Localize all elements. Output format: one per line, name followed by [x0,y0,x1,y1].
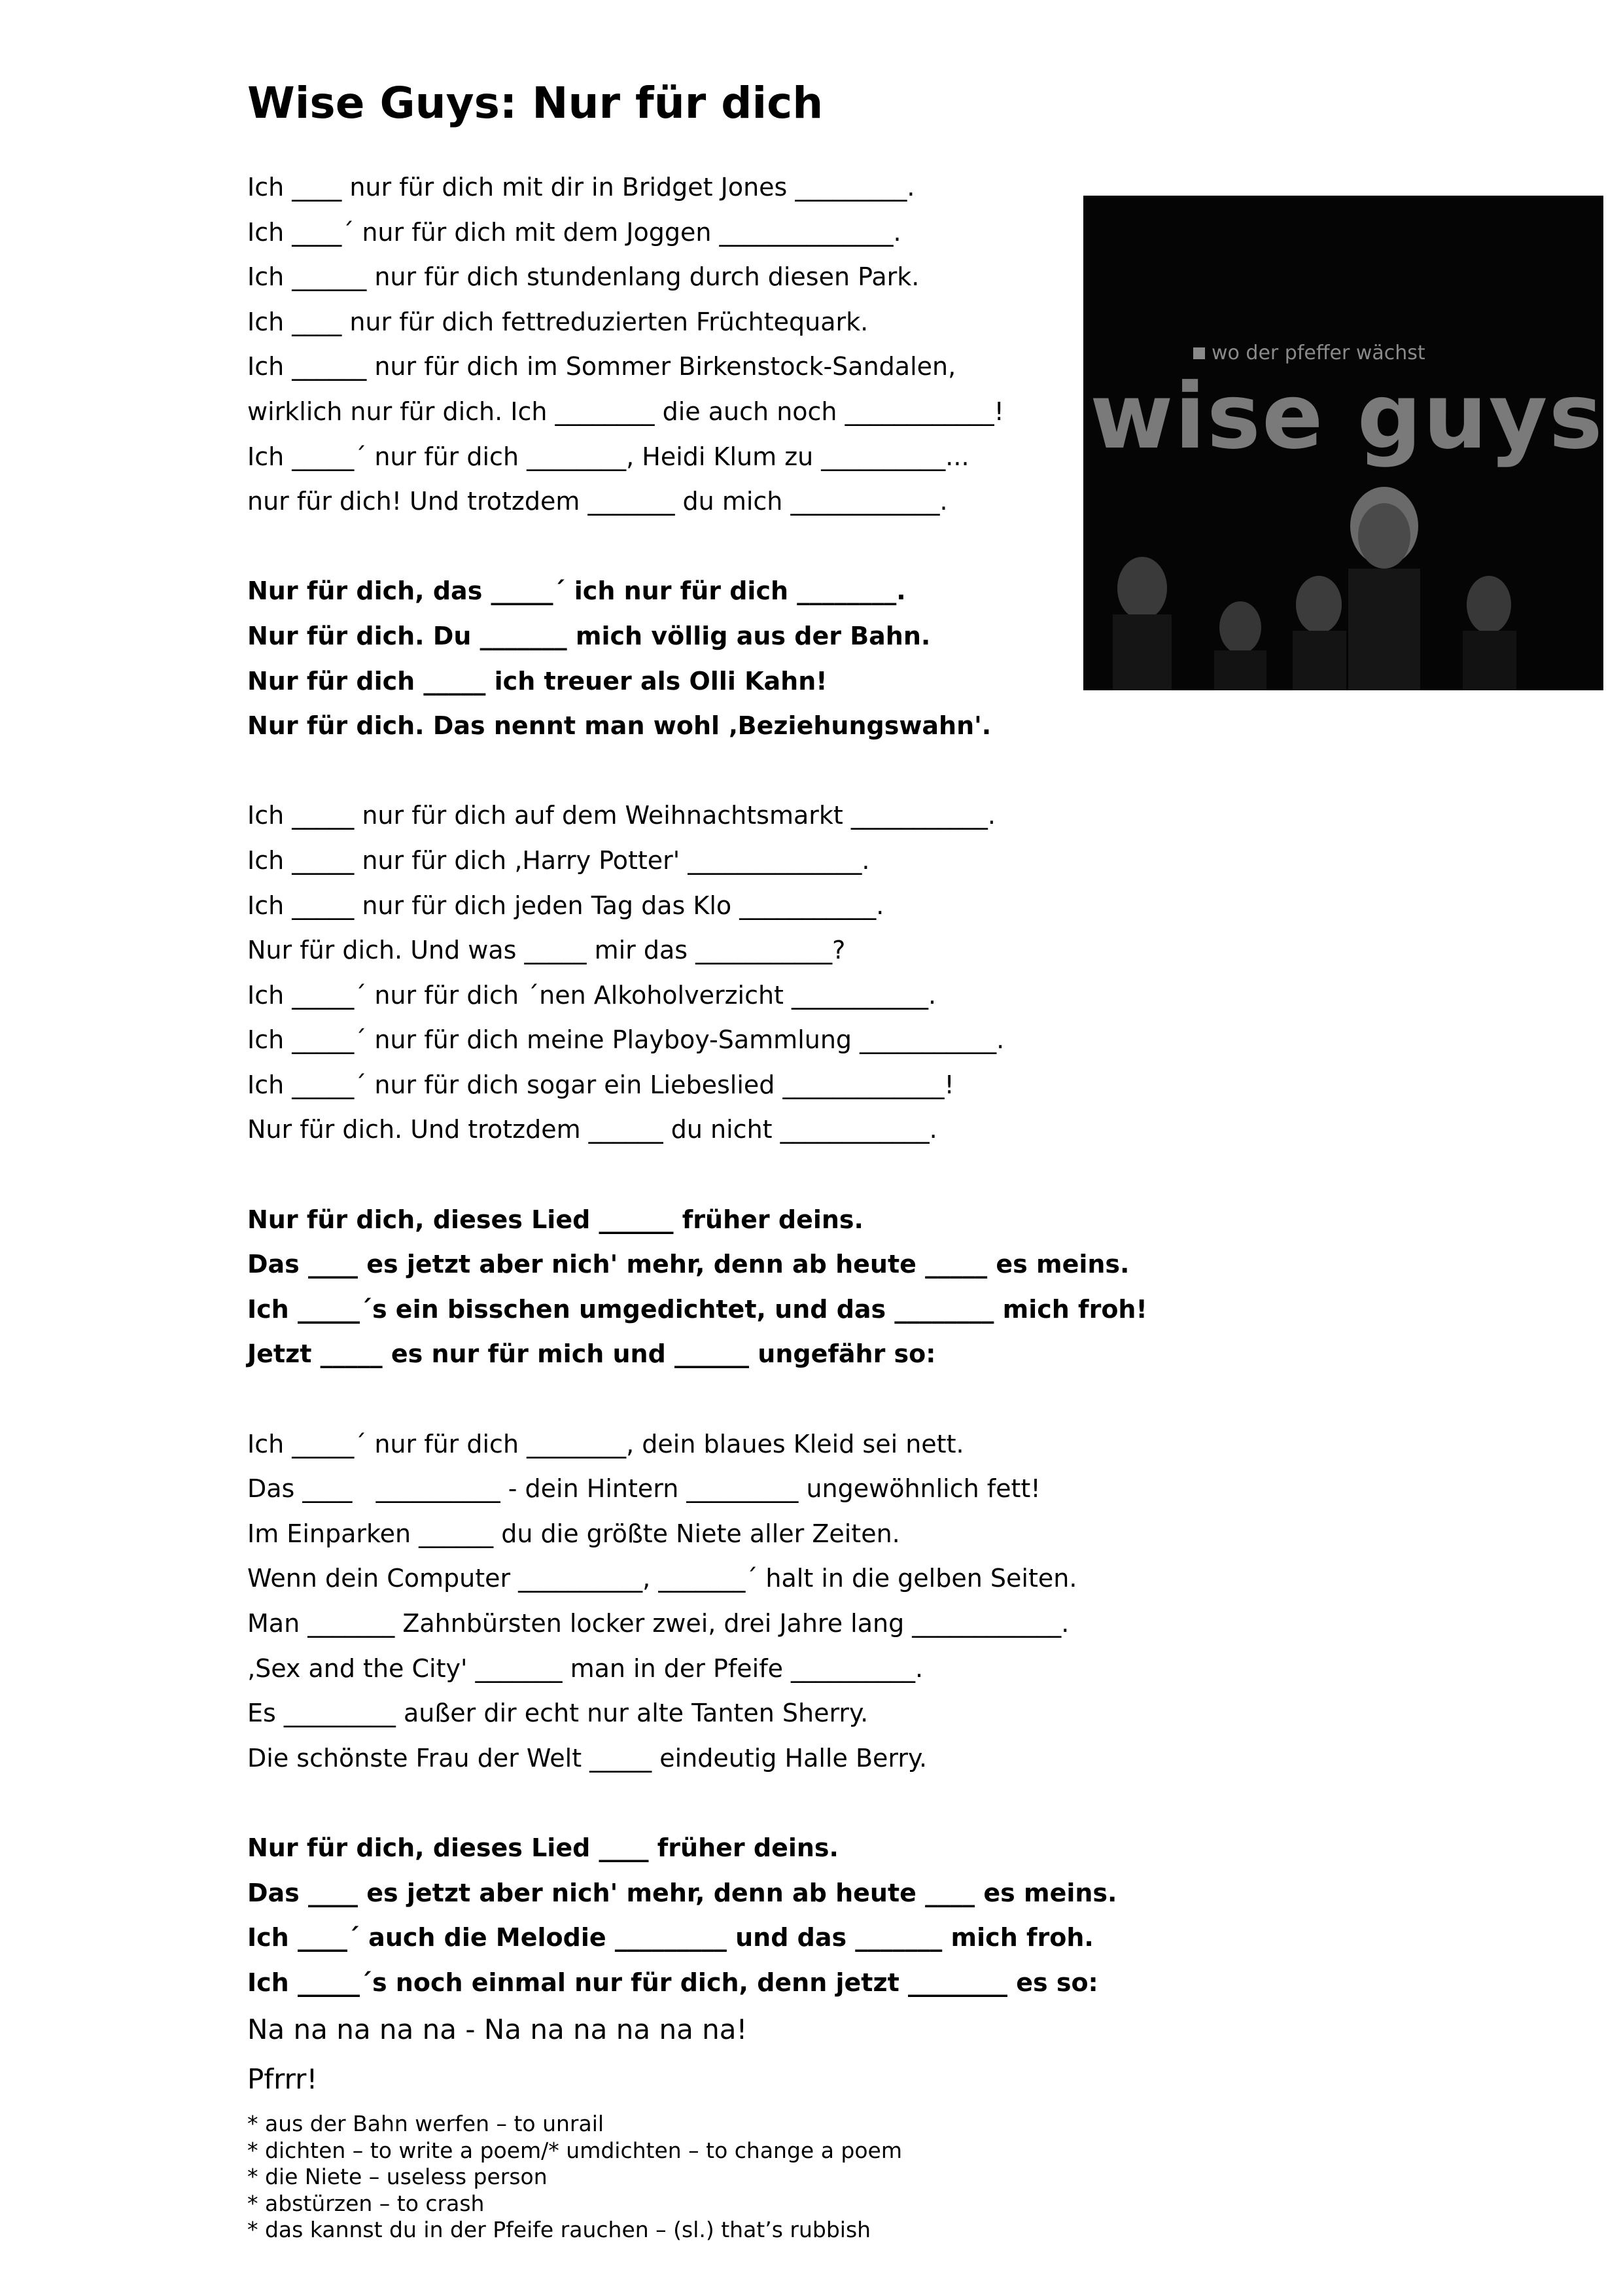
glossary-item: * aus der Bahn werfen – to unrail [247,2111,604,2136]
lyric-line: wirklich nur für dich. Ich ________ die auch noch ____________! [247,397,1004,426]
outro-line: Pfrrr! [247,2063,318,2096]
chorus-line: Ich ____´ auch die Melodie _________ und das _______ mich froh. [247,1923,1094,1952]
lyric-line: Ich _____´ nur für dich meine Playboy-Sammlung ___________. [247,1025,1005,1055]
lyric-line: Die schönste Frau der Welt _____ eindeutig Halle Berry. [247,1743,928,1773]
lyric-line: Ich _____´ nur für dich sogar ein Liebeslied _____________! [247,1070,954,1099]
lyric-line: Das ____ __________ - dein Hintern _________ ungewöhnlich fett! [247,1474,1041,1504]
lyric-line: Man _______ Zahnbürsten locker zwei, drei Jahre lang ____________. [247,1609,1070,1638]
glossary-item: * die Niete – useless person [247,2164,548,2189]
album-cover-art [1083,196,1603,690]
stanza-gap [247,749,1556,794]
lyric-line: Ich _____´ nur für dich ´nen Alkoholverzicht ___________. [247,980,937,1010]
lyric-line: Ich ____´ nur für dich mit dem Joggen ______________. [247,217,901,247]
lyric-line: Im Einparken ______ du die größte Niete aller Zeiten. [247,1519,900,1548]
chorus-line: Nur für dich. Das nennt man wohl ‚Beziehungswahn'. [247,711,992,741]
lyric-line: Ich ____ nur für dich fettreduzierten Früchtequark. [247,307,869,336]
chorus-line: Nur für dich. Du _______ mich völlig aus der Bahn. [247,621,931,650]
lyric-line: Ich ______ nur für dich im Sommer Birkenstock-Sandalen, [247,352,956,381]
chorus-line: Nur für dich, dieses Lied ______ früher deins. [247,1205,864,1234]
lyric-line: Ich ____ nur für dich mit dir in Bridget Jones _________. [247,173,915,202]
lyric-line: Ich _____´ nur für dich ________, Heidi Klum zu __________... [247,442,969,471]
lyric-line: Ich _____ nur für dich jeden Tag das Klo ___________. [247,891,884,920]
page-title: Wise Guys: Nur für dich [247,78,824,128]
lyric-line: Ich _____´ nur für dich ________, dein blaues Kleid sei nett. [247,1429,964,1458]
stanza-gap [247,1377,1556,1422]
chorus-line: Das ____ es jetzt aber nich' mehr, denn ab heute _____ es meins. [247,1250,1130,1279]
stanza-gap [247,1780,1556,1826]
glossary [247,2111,902,2244]
outro-line: Na na na na na - Na na na na na na! [247,2013,748,2046]
chorus-line: Nur für dich, das _____´ ich nur für dich ________. [247,576,906,606]
cover-square-icon [1193,347,1205,359]
lyric-line: Ich _____ nur für dich auf dem Weihnachtsmarkt ___________. [247,801,996,830]
lyric-line: ‚Sex and the City' _______ man in der Pfeife __________. [247,1653,924,1683]
glossary-item: * das kannst du in der Pfeife rauchen – (sl.) that’s rubbish [247,2217,871,2242]
glossary-item: * dichten – to write a poem/* umdichten – to change a poem [247,2137,903,2163]
lyric-line: nur für dich! Und trotzdem _______ du mich ____________. [247,487,948,516]
chorus-line: Nur für dich _____ ich treuer als Olli Kahn! [247,666,828,696]
cover-band-name: wise guys [1090,364,1603,469]
album-cover-image [1083,196,1603,690]
lyric-line: Nur für dich. Und was _____ mir das ___________? [247,936,846,965]
chorus-line: Das ____ es jetzt aber nich' mehr, denn ab heute ____ es meins. [247,1878,1117,1907]
lyric-line: Wenn dein Computer __________, _______´ halt in die gelben Seiten. [247,1564,1077,1593]
lyric-line: Es _________ außer dir echt nur alte Tanten Sherry. [247,1699,869,1728]
cover-subtitle: wo der pfeffer wächst [1212,342,1425,364]
glossary-item: * abstürzen – to crash [247,2190,485,2216]
chorus-line: Jetzt _____ es nur für mich und ______ ungefähr so: [247,1339,936,1369]
lyric-line: Ich ______ nur für dich stundenlang durch diesen Park. [247,262,920,292]
chorus-line: Ich _____´s ein bisschen umgedichtet, und das ________ mich froh! [247,1294,1147,1324]
lyric-line: Ich _____ nur für dich ‚Harry Potter' ______________. [247,845,870,875]
chorus-line: Nur für dich, dieses Lied ____ früher deins. [247,1833,839,1862]
stanza-gap [247,1152,1556,1197]
chorus-line: Ich _____´s noch einmal nur für dich, denn jetzt ________ es so: [247,1968,1098,1997]
lyric-line: Nur für dich. Und trotzdem ______ du nicht ____________. [247,1115,937,1144]
